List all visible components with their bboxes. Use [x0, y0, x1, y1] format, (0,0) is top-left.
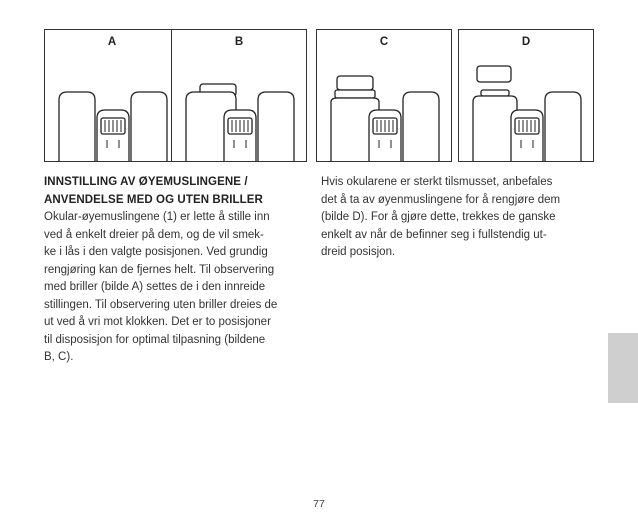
figure-label: C — [379, 36, 389, 48]
text-line: Hvis okularene er sterkt tilsmusset, anbefales — [321, 176, 553, 188]
binocular-illustration — [45, 30, 180, 162]
figure-b — [171, 29, 307, 162]
section-tab-marker — [608, 333, 638, 403]
heading-line: INNSTILLING AV ØYEMUSLINGENE / — [44, 176, 248, 188]
text-line: stillingen. Til observering uten briller dreies de — [44, 298, 278, 311]
text-line: (bilde D). For å gjøre dette, trekkes de ganske — [321, 211, 556, 223]
text-line: enkelt av når de befinner seg i fullstendig ut- — [321, 228, 547, 241]
binocular-illustration — [317, 30, 452, 162]
figure-label: A — [107, 36, 117, 48]
right-column-text — [321, 174, 591, 262]
binocular-illustration — [459, 30, 594, 162]
binocular-illustration — [172, 30, 307, 162]
figure-c — [316, 29, 452, 162]
text-line: dreid posisjon. — [321, 246, 396, 258]
section-heading — [44, 174, 294, 209]
figure-d — [458, 29, 594, 162]
text-line: det å ta av øyenmuslingene for å rengjøre dem — [321, 193, 561, 206]
figure-a — [44, 29, 180, 162]
heading-line: ANVENDELSE MED OG UTEN BRILLER — [44, 193, 263, 206]
text-line: ut ved å vri mot klokken. Det er to posisjoner — [44, 316, 271, 328]
page-number: 77 — [313, 498, 325, 510]
figure-label: B — [234, 36, 244, 48]
text-line: til disposisjon for optimal tilpasning (bildene — [44, 333, 266, 346]
text-line: Okular-øyemuslingene (1) er lette å stille inn — [44, 211, 270, 223]
text-line: ke i lås i den valgte posisjonen. Ved grundig — [44, 246, 268, 258]
text-line: rengjøring kan de fjernes helt. Til observering — [44, 263, 275, 276]
figure-label: D — [521, 36, 531, 48]
text-line: ved å enkelt dreier på dem, og de vil smek- — [44, 228, 264, 241]
left-column-text — [44, 209, 306, 367]
text-line: med briller (bilde A) settes de i den innreide — [44, 281, 266, 293]
text-line: B, C). — [44, 351, 74, 363]
